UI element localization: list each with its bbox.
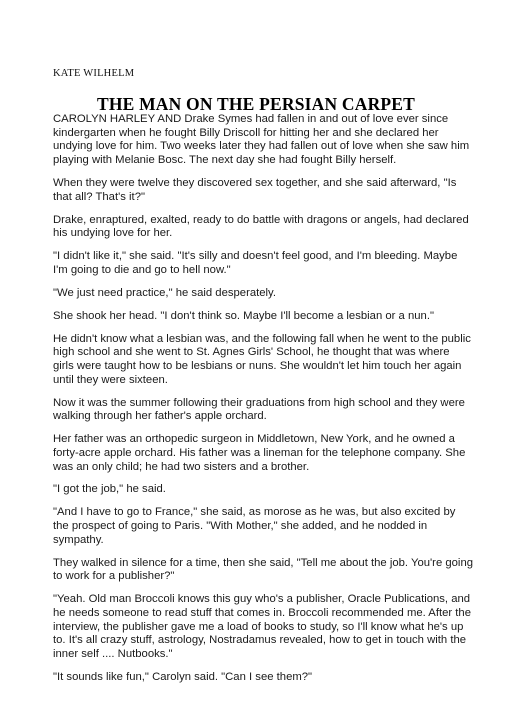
story-title: THE MAN ON THE PERSIAN CARPET: [96, 94, 416, 114]
paragraph: "We just need practice," he said desperately.: [53, 286, 276, 299]
paragraph: When they were twelve they discovered sex together, and she said afterward, "Is that all? That's it?": [53, 177, 457, 203]
paragraph: Drake, enraptured, exalted, ready to do battle with dragons or angels, had declared his undying love for her.: [53, 213, 469, 240]
paragraph: Her father was an orthopedic surgeon in Middletown, New York, and he owned a forty-acre apple orchard. His father was a lineman for the telephone company. She was an only child; he had two sisters and a brother.: [53, 433, 466, 473]
paragraph: "It sounds like fun," Carolyn said. "Can I see them?": [53, 670, 313, 683]
paragraph: CAROLYN HARLEY AND Drake Symes had fallen in and out of love ever since kindergarten when he fought Billy Driscoll for hitting her and she declared her undying love for him. Two weeks later they had fallen out of love when she saw him playing with Melanie Bosc. The next day she had fought Billy herself.: [53, 113, 470, 167]
paragraph: Now it was the summer following their graduations from high school and they were walking through her father's apple orchard.: [53, 396, 465, 423]
story-body: [53, 113, 473, 694]
paragraph: "Yeah. Old man Broccoli knows this guy who's a publisher, Oracle Publications, and he needs someone to read stuff that comes in. Broccoli recommended me. After the interview, the publisher gave me a load of books to study, so I'll know what he's up to. It's all crazy stuff, astrology, Nostradamus revealed, how to get in touch with the inner self .... Nutbooks.": [53, 593, 472, 661]
paragraph: She shook her head. "I don't think so. Maybe I'll become a lesbian or a nun.": [53, 309, 434, 322]
paragraph: They walked in silence for a time, then she said, "Tell me about the job. You're going to work for a publisher?": [53, 556, 474, 583]
paragraph: "I got the job," he said.: [53, 483, 166, 496]
paragraph: He didn't know what a lesbian was, and the following fall when he went to the public high school and she went to St. Agnes Girls' School, he thought that was where girls were taught how to be lesbians or nuns. She wouldn't let him touch her again until they were sixteen.: [53, 332, 471, 386]
paragraph: "And I have to go to France," she said, as morose as he was, but also excited by the prospect of going to Paris. "With Mother," she added, and he nodded in sympathy.: [53, 506, 456, 546]
paragraph: "I didn't like it," she said. "It's silly and doesn't feel good, and I'm bleeding. Maybe I'm going to die and go to hell now.": [53, 250, 458, 276]
author-name: KATE WILHELM: [53, 68, 135, 79]
